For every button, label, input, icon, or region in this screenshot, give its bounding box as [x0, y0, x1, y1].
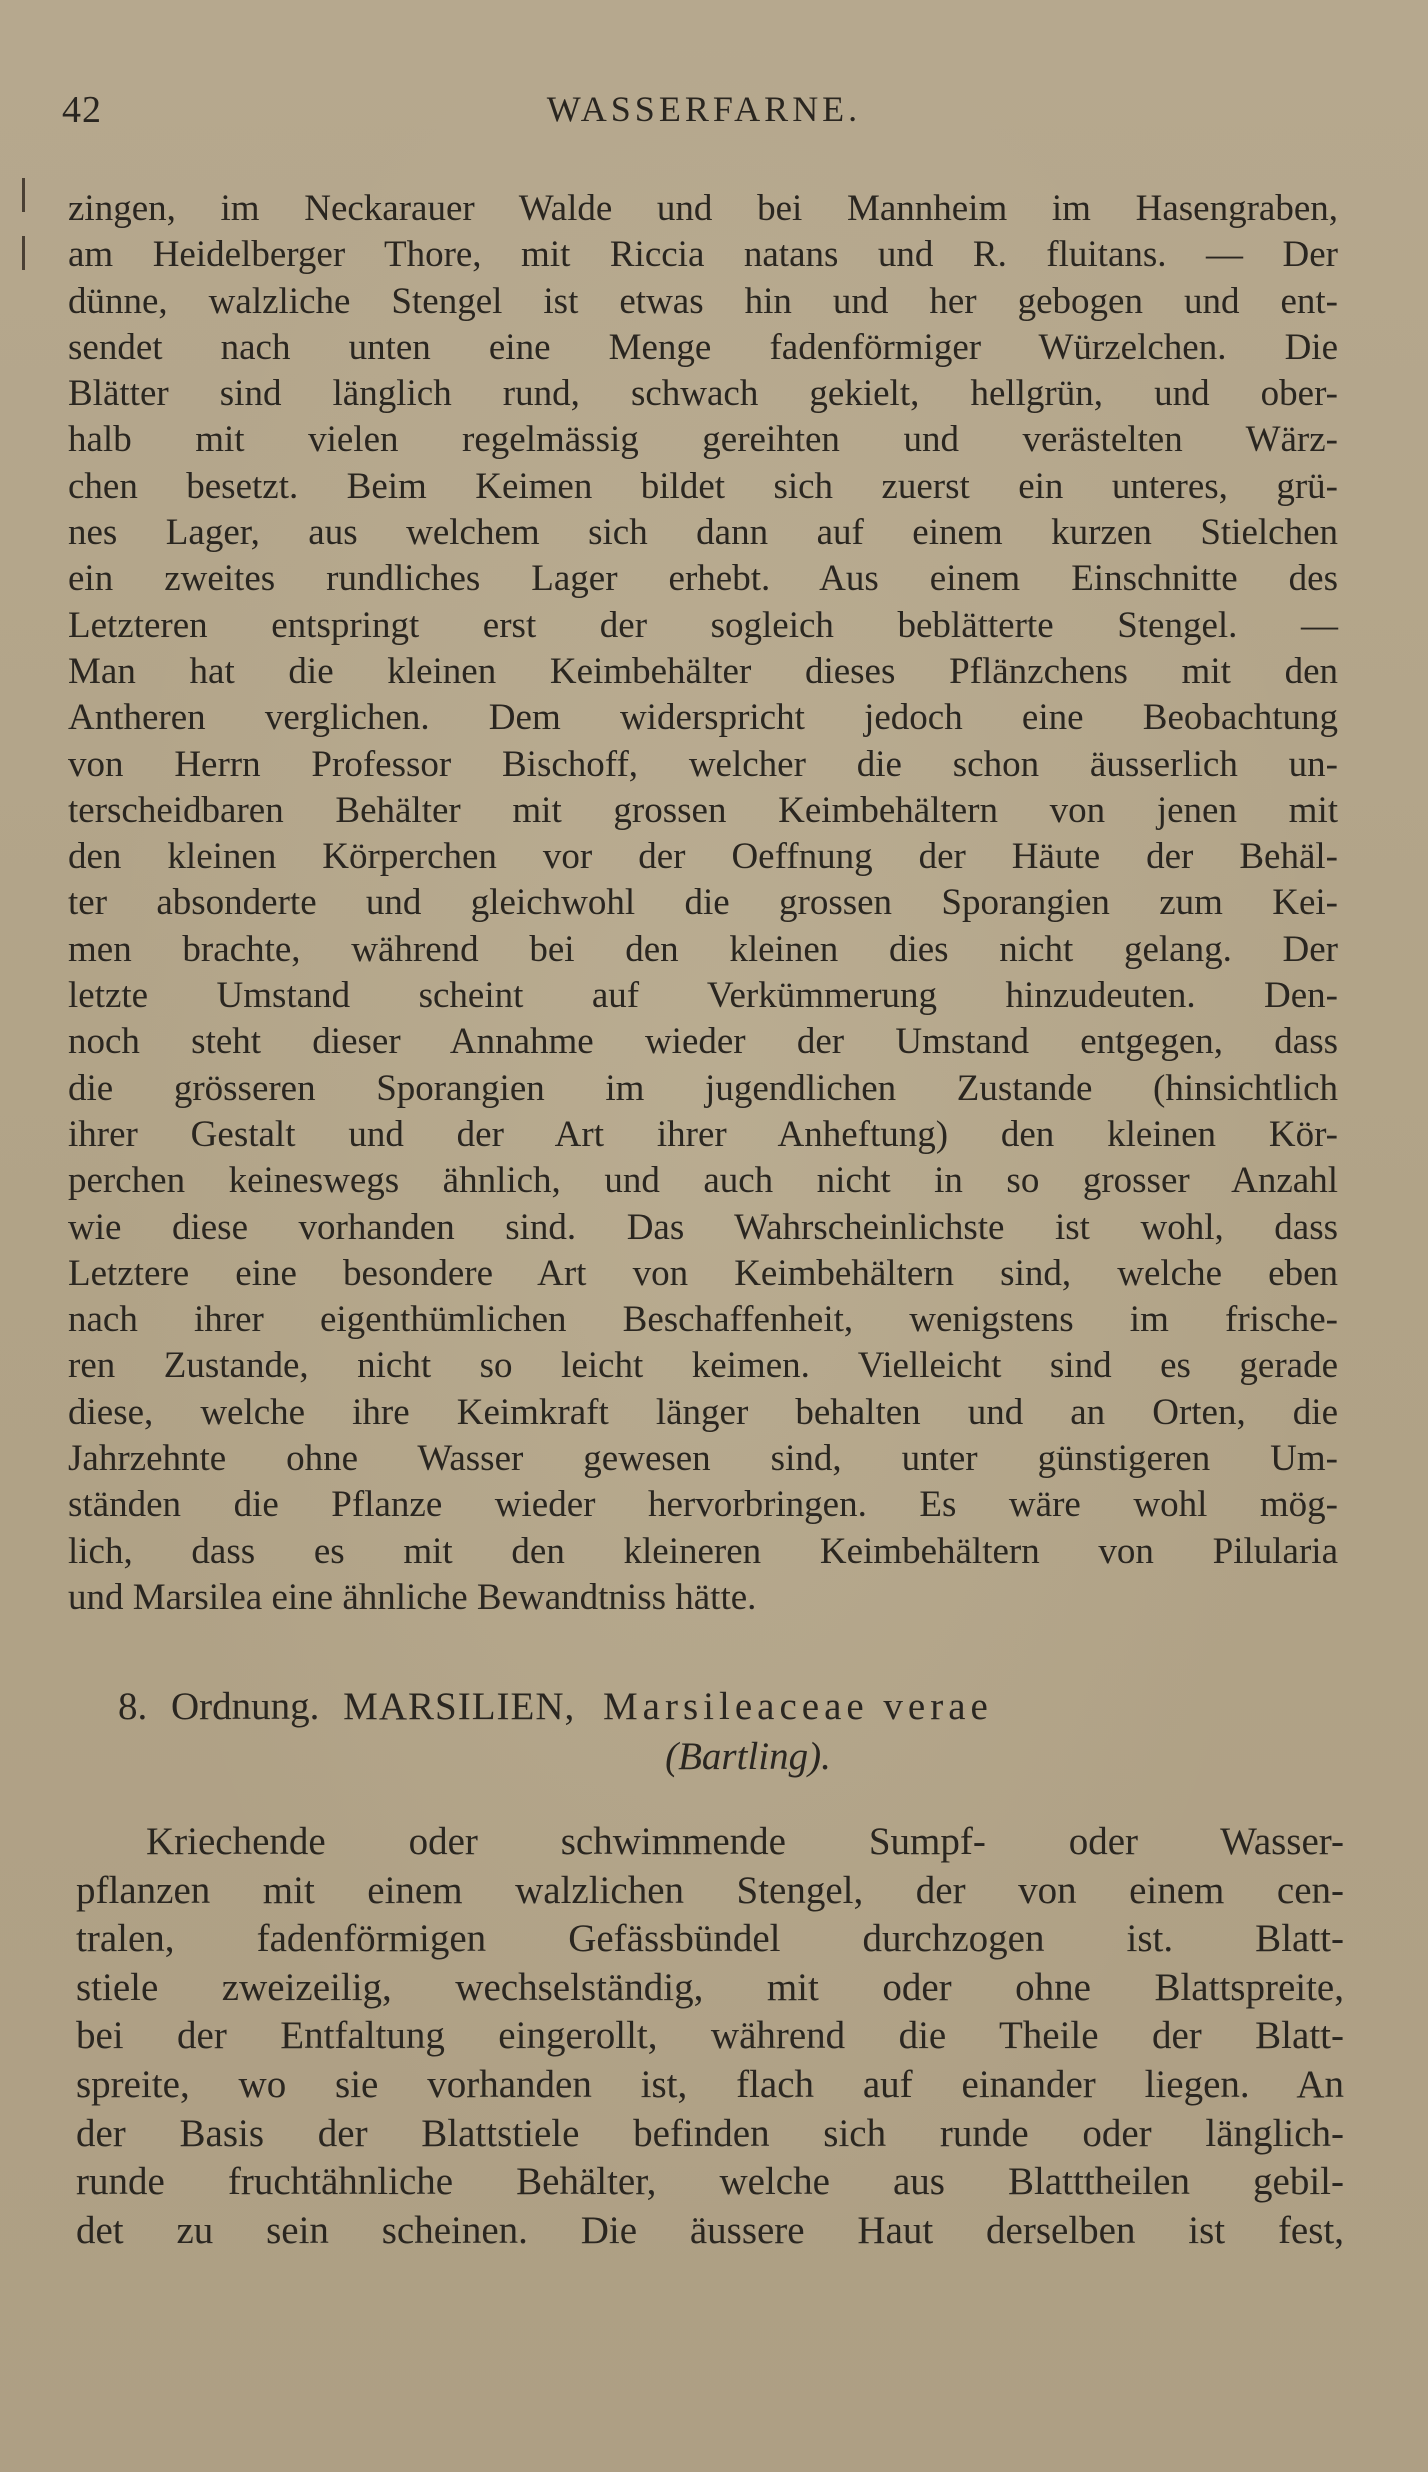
text-line: letzte Umstand scheint auf Verkümmerung hinzudeuten. Den- — [68, 975, 1338, 1017]
text-line: am Heidelberger Thore, mit Riccia natans und R. fluitans. — Der — [68, 234, 1338, 276]
section-text-line: runde fruchtähnliche Behälter, welche aus Blatttheilen gebil- — [76, 2160, 1344, 2204]
text-line: diese, welche ihre Keimkraft länger behalten und an Orten, die — [68, 1391, 1338, 1433]
section-latin-name: Marsileaceae verae — [603, 1685, 993, 1728]
running-title: WASSERFARNE. — [546, 89, 862, 129]
text-line: Jahrzehnte ohne Wasser gewesen sind, unter günstigeren Um- — [68, 1438, 1338, 1480]
text-line: chen besetzt. Beim Keimen bildet sich zuerst ein unteres, grü- — [68, 465, 1338, 507]
margin-mark — [22, 236, 25, 270]
margin-marks — [14, 178, 44, 298]
text-line: ein zweites rundliches Lager erhebt. Aus einem Einschnitte des — [68, 558, 1338, 600]
text-line: von Herrn Professor Bischoff, welcher die schon äusserlich un- — [68, 743, 1338, 785]
section-text-line: der Basis der Blattstiele befinden sich runde oder länglich- — [76, 2111, 1344, 2155]
section-text-line: pflanzen mit einem walzlichen Stengel, der von einem cen- — [76, 1868, 1344, 1912]
text-line: ter absonderte und gleichwohl die grossen Sporangien zum Kei- — [68, 882, 1338, 924]
text-line: und Marsilea eine ähnliche Bewandtniss hätte. — [68, 1576, 757, 1618]
section-heading — [118, 1682, 1338, 1782]
text-line: Antheren verglichen. Dem widerspricht jedoch eine Beobachtung — [68, 697, 1338, 739]
section-text-line: tralen, fadenförmigen Gefässbündel durchzogen ist. Blatt- — [76, 1917, 1344, 1961]
text-line: Letztere eine besondere Art von Keimbehältern sind, welche eben — [68, 1252, 1338, 1294]
heading-line — [118, 1682, 1338, 1732]
text-line: Letzteren entspringt erst der sogleich beblätterte Stengel. — — [68, 604, 1338, 646]
text-line: den kleinen Körperchen vor der Oeffnung der Häute der Behäl- — [68, 836, 1338, 878]
section-label: Ordnung. — [171, 1685, 320, 1728]
text-line: men brachte, während bei den kleinen dies nicht gelang. Der — [68, 928, 1338, 970]
text-line: terscheidbaren Behälter mit grossen Keimbehältern von jenen mit — [68, 789, 1338, 831]
section-text-line: det zu sein scheinen. Die äussere Haut derselben ist fest, — [76, 2208, 1344, 2252]
margin-mark — [22, 178, 25, 212]
section-text-line: stiele zweizeilig, wechselständig, mit oder ohne Blattspreite, — [76, 1965, 1344, 2009]
text-line: zingen, im Neckarauer Walde und bei Mannheim im Hasengraben, — [68, 188, 1338, 229]
text-line: Blätter sind länglich rund, schwach gekielt, hellgrün, und ober- — [68, 373, 1338, 415]
section-number: 8. — [118, 1685, 148, 1728]
text-line: nes Lager, aus welchem sich dann auf einem kurzen Stielchen — [68, 512, 1338, 554]
text-line: wie diese vorhanden sind. Das Wahrscheinlichste ist wohl, dass — [68, 1206, 1338, 1248]
text-line: ständen die Pflanze wieder hervorbringen. Es wäre wohl mög- — [68, 1484, 1338, 1526]
body-text — [68, 186, 1338, 1621]
text-line: perchen keineswegs ähnlich, und auch nicht in so grosser Anzahl — [68, 1160, 1338, 1202]
text-line: ren Zustande, nicht so leicht keimen. Vielleicht sind es gerade — [68, 1345, 1338, 1387]
text-line: ihrer Gestalt und der Art ihrer Anheftung) den kleinen Kör- — [68, 1113, 1338, 1155]
text-line: nach ihrer eigenthümlichen Beschaffenheit, wenigstens im frische- — [68, 1299, 1338, 1341]
text-line: sendet nach unten eine Menge fadenförmiger Würzelchen. Die — [68, 326, 1338, 368]
section-authority: (Bartling). — [665, 1735, 831, 1778]
page-header — [0, 88, 1428, 140]
section-body — [76, 1818, 1344, 2255]
text-line: Man hat die kleinen Keimbehälter dieses Pflänzchens mit den — [68, 650, 1338, 692]
section-text-line: spreite, wo sie vorhanden ist, flach auf einander liegen. An — [76, 2062, 1344, 2106]
text-line: die grösseren Sporangien im jugendlichen Zustande (hinsichtlich — [68, 1067, 1338, 1109]
text-line: dünne, walzliche Stengel ist etwas hin und her gebogen und ent- — [68, 280, 1338, 322]
text-line: noch steht dieser Annahme wieder der Umstand entgegen, dass — [68, 1021, 1338, 1063]
text-line: lich, dass es mit den kleineren Keimbehältern von Pilularia — [68, 1530, 1338, 1572]
section-name: MARSILIEN, — [343, 1685, 576, 1728]
page-number: 42 — [62, 89, 102, 131]
section-text-line: bei der Entfaltung eingerollt, während die Theile der Blatt- — [76, 2014, 1344, 2058]
text-line: halb mit vielen regelmässig gereihten und verästelten Wärz- — [68, 419, 1338, 461]
section-text-line: Kriechende oder schwimmende Sumpf- oder Wasser- — [146, 1820, 1344, 1863]
